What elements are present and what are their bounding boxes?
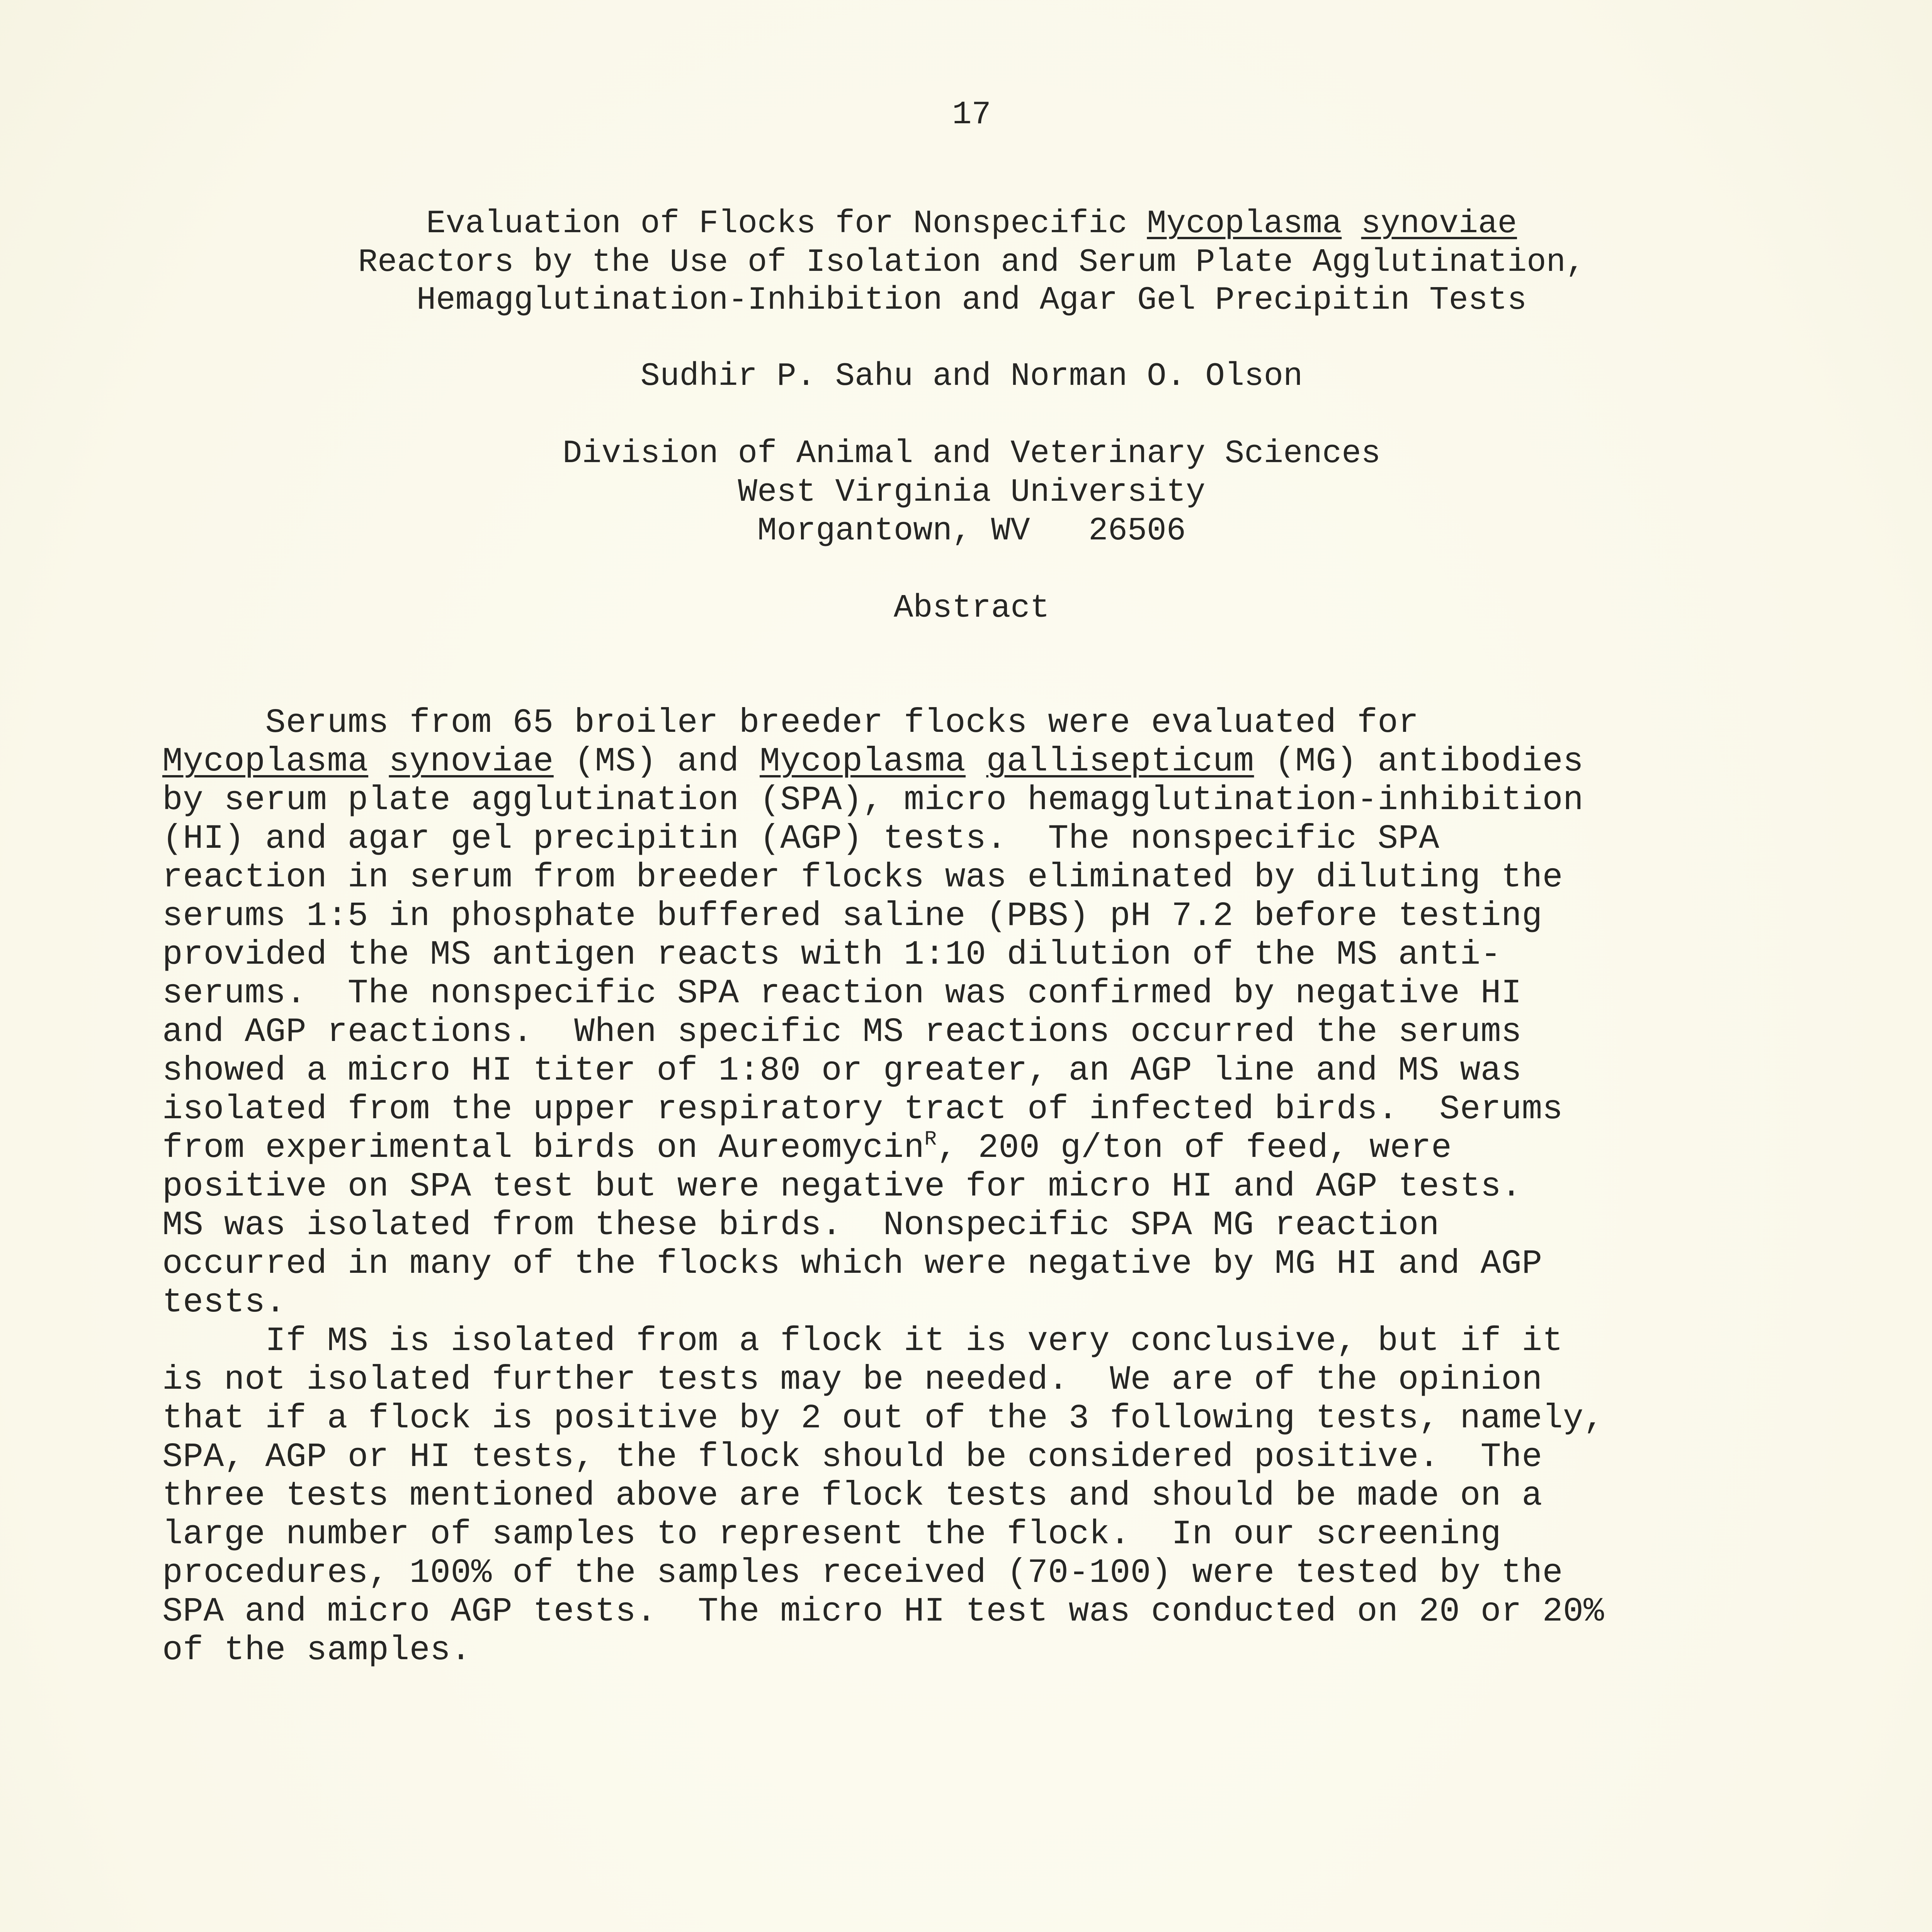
abstract-line: is not isolated further tests may be needed. We are of the opinion [162, 1361, 1543, 1399]
title-line-3: Hemagglutination-Inhibition and Agar Gel Precipitin Tests [416, 282, 1527, 319]
abstract-line: MS was isolated from these birds. Nonspecific SPA MG reaction [162, 1206, 1440, 1245]
abstract-line: Serums from 65 broiler breeder flocks were evaluated for [162, 704, 1419, 742]
abstract-line: showed a micro HI titer of 1:80 or greater, an AGP line and MS was [162, 1052, 1522, 1090]
title-genus: Mycoplasma [1147, 206, 1342, 242]
abstract-line: positive on SPA test but were negative for micro HI and AGP tests. [162, 1168, 1522, 1206]
abstract-line: reaction in serum from breeder flocks was eliminated by diluting the [162, 859, 1563, 897]
abstract-line: of the samples. [162, 1631, 471, 1670]
authors: Sudhir P. Sahu and Norman O. Olson [640, 358, 1303, 395]
title-line-2: Reactors by the Use of Isolation and Serum Plate Agglutination, [358, 244, 1585, 281]
abstract-line: procedures, 100% of the samples received (70-100) were tested by the [162, 1554, 1563, 1592]
title-line-1 [0, 205, 1932, 243]
abstract-line: If MS is isolated from a flock it is very conclusive, but if it [162, 1322, 1563, 1361]
affiliation-line-2: West Virginia University [738, 474, 1206, 511]
affiliation-line-3: Morgantown, WV 26506 [757, 513, 1186, 549]
registered-mark: R [924, 1128, 937, 1151]
page-number: 17 [952, 97, 991, 133]
abstract-line: and AGP reactions. When specific MS reactions occurred the serums [162, 1013, 1522, 1051]
abstract-line: from experimental birds on Aureomycin$^R$, 200 g/ton of feed, were [162, 1128, 1452, 1167]
organism-species: synoviae [389, 743, 554, 781]
organism-genus: Mycoplasma [759, 743, 966, 781]
abstract-line: that if a flock is positive by 2 out of the 3 following tests, namely, [162, 1400, 1604, 1438]
affiliation-line-1: Division of Animal and Veterinary Sciences [562, 435, 1381, 472]
abstract-line: three tests mentioned above are flock tests and should be made on a [162, 1477, 1543, 1515]
abstract-line: provided the MS antigen reacts with 1:10 dilution of the MS anti- [162, 936, 1502, 974]
abstract-line: large number of samples to represent the flock. In our screening [162, 1515, 1502, 1554]
organism-species: gallisepticum [986, 743, 1254, 781]
abstract-line: serums 1:5 in phosphate buffered saline (PBS) pH 7.2 before testing [162, 897, 1543, 935]
abstract-heading: Abstract [893, 590, 1050, 627]
abstract-line: by serum plate agglutination (SPA), micro hemagglutination-inhibition [162, 781, 1584, 820]
abstract-line: occurred in many of the flocks which were negative by MG HI and AGP [162, 1245, 1543, 1283]
abstract-line: isolated from the upper respiratory tract of infected birds. Serums [162, 1090, 1563, 1129]
abstract-line: SPA, AGP or HI tests, the flock should be considered positive. The [162, 1438, 1543, 1476]
abstract-line: SPA and micro AGP tests. The micro HI test was conducted on 20 or 20% [162, 1593, 1604, 1631]
abstract-line: tests. [162, 1284, 286, 1322]
title-line-1-prefix: Evaluation of Flocks for Nonspecific [426, 206, 1147, 242]
organism-genus: Mycoplasma [162, 743, 369, 781]
abstract-line: Mycoplasma synoviae (MS) and Mycoplasma gallisepticum (MG) antibodies [162, 743, 1584, 781]
title-species: synoviae [1361, 206, 1517, 242]
abstract-line: serums. The nonspecific SPA reaction was confirmed by negative HI [162, 975, 1522, 1013]
abstract-line: (HI) and agar gel precipitin (AGP) tests. The nonspecific SPA [162, 820, 1440, 858]
